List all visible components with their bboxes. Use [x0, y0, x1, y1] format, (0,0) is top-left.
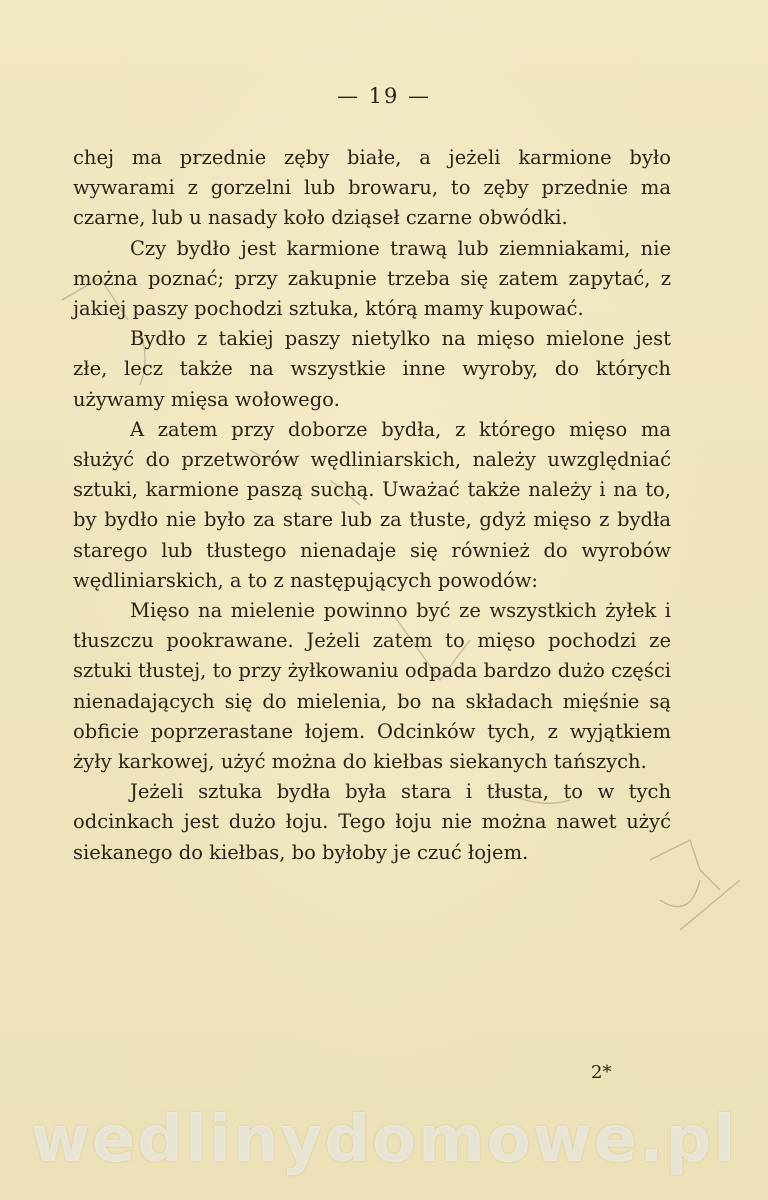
paragraph: A zatem przy doborze bydła, z którego mięso ma służyć do przetworów wędliniarskich, należy uwzględniać sztuki, karmione paszą suchą. Uważać także należy i na to, by bydło nie było za stare lub za tłuste, gdyż mięso z bydła starego lub tłustego nienadaje się również do wyrobów wędliniarskich, a to z następujących powodów:	[73, 417, 671, 592]
paragraph: Mięso na mielenie powinno być ze wszystkich żyłek i tłuszczu pookrawane. Jeżeli zatem to mięso pochodzi ze sztuki tłustej, to przy żyłkowaniu odpada bardzo dużo części nienadających się do mielenia, bo na składach mięśnie są obficie poprzerastane łojem. Odcinków tych, z wyjątkiem żyły karkowej, użyć można do kiełbas siekanych tańszych.	[73, 599, 671, 774]
paragraph: Jeżeli sztuka bydła była stara i tłusta, to w tych odcinkach jest dużo łoju. Tego łoju nie można nawet użyć siekanego do kiełbas, bo byłoby je czuć łojem.	[73, 780, 671, 864]
paragraph: Czy bydło jest karmione trawą lub ziemniakami, nie można poznać; przy zakupnie trzeba się zatem zapytać, z jakiej paszy pochodzi sztuka, którą mamy kupować.	[73, 236, 671, 321]
paragraph: Bydło z takiej paszy nietylko na mięso mielone jest złe, lecz także na wszystkie inne wyroby, do których używamy mięsa wołowego.	[73, 327, 671, 411]
watermark: wedlinydomowe.pl	[30, 1103, 738, 1177]
sheet-signature-mark: 2*	[591, 1062, 612, 1083]
paragraph: chej ma przednie zęby białe, a jeżeli karmione było wywarami z gorzelni lub browaru, to zęby przednie ma czarne, lub u nasady koło dziąseł czarne obwódki.	[73, 146, 671, 230]
body-text	[73, 143, 671, 868]
pencil-mark	[660, 880, 700, 907]
pencil-mark	[680, 880, 740, 930]
page-number: — 19 —	[336, 84, 432, 108]
